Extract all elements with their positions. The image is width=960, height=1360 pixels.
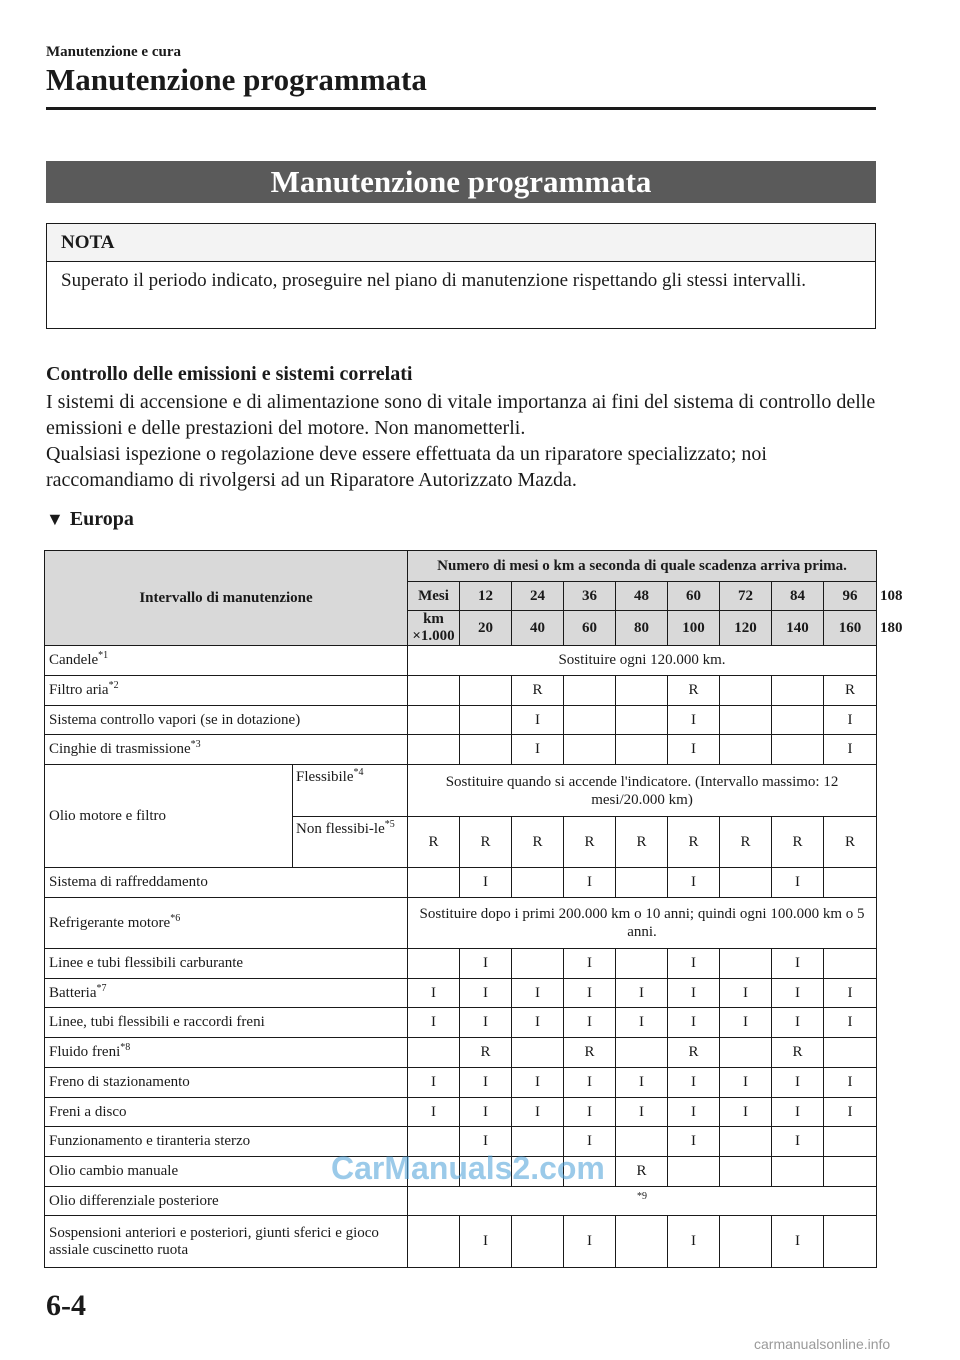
month-value: 72 xyxy=(720,582,772,611)
row-label: Refrigerante motore$^{*6}$ xyxy=(45,898,408,949)
row-label: Olio motore e filtro xyxy=(45,765,293,868)
interval-cell: I xyxy=(668,979,720,1008)
interval-cell xyxy=(720,676,772,706)
footnote-ref: *2 xyxy=(108,680,119,691)
interval-cell: I xyxy=(616,1008,668,1038)
interval-cell xyxy=(720,706,772,735)
interval-caption: Numero di mesi o km a seconda di quale scadenza arriva prima. xyxy=(408,551,877,582)
row-label: Freno di stazionamento xyxy=(45,1068,408,1098)
footnote-ref: *1 xyxy=(98,650,109,661)
triangle-down-icon: ▼ xyxy=(46,509,64,529)
interval-cell: I xyxy=(616,1098,668,1127)
row-label: Olio differenziale posteriore xyxy=(45,1187,408,1216)
table-row xyxy=(45,735,877,765)
interval-cell: I xyxy=(512,735,564,765)
km-value: 140 xyxy=(772,611,824,646)
chapter-banner: Manutenzione programmata xyxy=(46,161,876,203)
interval-cell xyxy=(720,868,772,898)
emissions-body xyxy=(46,389,886,493)
interval-cell: R xyxy=(668,817,720,868)
interval-cell xyxy=(616,706,668,735)
interval-cell: I xyxy=(668,735,720,765)
row-label: Candele$^{*1}$ xyxy=(45,646,408,676)
footnote-ref: *3 xyxy=(190,739,201,750)
row-label: Funzionamento e tiranteria sterzo xyxy=(45,1127,408,1157)
interval-header: Intervallo di manutenzione xyxy=(45,551,408,646)
footnote-ref: *6 xyxy=(170,912,181,924)
footnote-ref: *8 xyxy=(120,1042,131,1053)
interval-cell: I xyxy=(772,868,824,898)
interval-cell xyxy=(408,1216,460,1268)
footnote-ref: *9 xyxy=(637,1190,648,1202)
interval-cell: I xyxy=(564,1008,616,1038)
interval-cell: R xyxy=(616,1157,668,1187)
interval-cell xyxy=(720,949,772,979)
interval-cell xyxy=(772,735,824,765)
interval-cell: I xyxy=(772,979,824,1008)
km-value: 120 xyxy=(720,611,772,646)
interval-cell xyxy=(616,1127,668,1157)
row-instruction: Sostituire quando si accende l'indicatore. (Intervallo massimo: 12 mesi/20.000 km) xyxy=(408,765,877,817)
interval-cell xyxy=(824,949,877,979)
interval-cell: I xyxy=(460,1008,512,1038)
interval-cell: I xyxy=(616,979,668,1008)
km-row: km ×1.000 20 40 60 80 100 120 140 160 180 xyxy=(45,611,877,646)
row-label: Sistema controllo vapori (se in dotazione) xyxy=(45,706,408,735)
interval-cell xyxy=(824,1127,877,1157)
region-label: Europa xyxy=(69,508,134,530)
interval-cell: I xyxy=(564,1216,616,1268)
km-value: 40 xyxy=(512,611,564,646)
interval-cell xyxy=(824,1038,877,1068)
interval-cell xyxy=(824,1157,877,1187)
interval-cell: I xyxy=(460,1127,512,1157)
interval-cell: I xyxy=(460,979,512,1008)
interval-cell xyxy=(616,1038,668,1068)
km-value: 20 xyxy=(460,611,512,646)
interval-cell: I xyxy=(512,706,564,735)
emissions-title: Controllo delle emissioni e sistemi correlati xyxy=(46,363,413,385)
interval-cell xyxy=(824,868,877,898)
interval-cell: R xyxy=(408,817,460,868)
interval-cell xyxy=(408,949,460,979)
footnote-ref: *5 xyxy=(384,819,395,830)
interval-cell: I xyxy=(408,979,460,1008)
interval-cell: I xyxy=(460,949,512,979)
sub-label-flessibile: Flessibile$^{*4}$ xyxy=(293,765,408,817)
interval-cell: R xyxy=(460,817,512,868)
section-title: Manutenzione programmata xyxy=(46,62,427,97)
interval-cell: I xyxy=(824,706,877,735)
interval-cell: I xyxy=(668,1098,720,1127)
table-row xyxy=(45,949,877,979)
month-value: 24 xyxy=(512,582,564,611)
interval-cell: R xyxy=(512,817,564,868)
row-label: Filtro aria$^{*2}$ xyxy=(45,676,408,706)
table-row xyxy=(45,765,877,817)
interval-cell xyxy=(564,735,616,765)
interval-cell xyxy=(720,1127,772,1157)
interval-cell xyxy=(668,1157,720,1187)
month-value: 96 xyxy=(824,582,877,611)
interval-cell: I xyxy=(512,979,564,1008)
km-value: 100 xyxy=(668,611,720,646)
interval-cell xyxy=(564,676,616,706)
nota-text: Superato il periodo indicato, proseguire nel piano di manutenzione rispettando gli stessi intervalli. xyxy=(61,270,807,291)
interval-cell xyxy=(720,1216,772,1268)
interval-cell: I xyxy=(564,979,616,1008)
row-label: Linee e tubi flessibili carburante xyxy=(45,949,408,979)
table-row xyxy=(45,1008,877,1038)
region-heading xyxy=(46,508,134,531)
month-value: 48 xyxy=(616,582,668,611)
row-label: Batteria$^{*7}$ xyxy=(45,979,408,1008)
interval-cell: I xyxy=(408,1008,460,1038)
interval-cell: I xyxy=(408,1068,460,1098)
interval-cell: R xyxy=(772,817,824,868)
interval-cell: I xyxy=(408,1098,460,1127)
interval-cell xyxy=(772,1157,824,1187)
emissions-paragraph-1: I sistemi di accensione e di alimentazione sono di vitale importanza ai fini del sistema di controllo delle emissioni e delle prestazioni del motore. Non manometterli. xyxy=(46,391,876,439)
interval-cell xyxy=(616,949,668,979)
row-label: Sistema di raffreddamento xyxy=(45,868,408,898)
interval-cell: I xyxy=(512,1098,564,1127)
table-row xyxy=(45,1038,877,1068)
table-row xyxy=(45,898,877,949)
interval-cell xyxy=(616,676,668,706)
interval-cell xyxy=(512,1038,564,1068)
interval-cell: I xyxy=(616,1068,668,1098)
nota-box xyxy=(46,223,876,329)
interval-cell: I xyxy=(460,1216,512,1268)
interval-cell: I xyxy=(772,1127,824,1157)
section-subtitle: Manutenzione e cura xyxy=(46,44,181,60)
interval-cell: I xyxy=(824,1008,877,1038)
interval-cell: I xyxy=(772,1216,824,1268)
row-label: Fluido freni$^{*8}$ xyxy=(45,1038,408,1068)
interval-cell xyxy=(720,1157,772,1187)
interval-cell xyxy=(408,706,460,735)
interval-cell: I xyxy=(564,1098,616,1127)
interval-cell: I xyxy=(668,949,720,979)
row-instruction: Sostituire dopo i primi 200.000 km o 10 anni; quindi ogni 100.000 km o 5 anni. xyxy=(408,898,877,949)
table-row xyxy=(45,1068,877,1098)
interval-cell: I xyxy=(772,1068,824,1098)
table-row xyxy=(45,706,877,735)
interval-cell: I xyxy=(720,1008,772,1038)
interval-cell: I xyxy=(720,979,772,1008)
interval-cell: I xyxy=(512,1008,564,1038)
interval-cell: I xyxy=(772,1008,824,1038)
interval-cell: I xyxy=(512,1068,564,1098)
interval-cell xyxy=(408,1038,460,1068)
interval-cell: R xyxy=(824,676,877,706)
row-label: Linee, tubi flessibili e raccordi freni xyxy=(45,1008,408,1038)
month-value: 84 xyxy=(772,582,824,611)
interval-cell: I xyxy=(564,949,616,979)
table-row xyxy=(45,979,877,1008)
footnote-ref: *7 xyxy=(96,982,107,994)
row-label: Olio cambio manuale xyxy=(45,1157,408,1187)
interval-cell xyxy=(720,1038,772,1068)
interval-cell: I xyxy=(720,1068,772,1098)
interval-cell: I xyxy=(772,1098,824,1127)
interval-cell: R xyxy=(616,817,668,868)
interval-cell: R xyxy=(720,817,772,868)
footer-watermark: carmanualsonline.info xyxy=(754,1336,891,1352)
nota-title: NOTA xyxy=(47,224,875,262)
footnote-ref: *4 xyxy=(353,767,364,778)
interval-cell: I xyxy=(460,1068,512,1098)
interval-cell: I xyxy=(824,735,877,765)
interval-cell: R xyxy=(824,817,877,868)
interval-cell: R xyxy=(460,1038,512,1068)
row-instruction xyxy=(408,1187,877,1216)
row-label: Sospensioni anteriori e posteriori, giunti sferici e gioco assiale cuscinetto ruota xyxy=(45,1216,408,1268)
interval-cell xyxy=(824,1216,877,1268)
month-value: 12 xyxy=(460,582,512,611)
interval-cell xyxy=(512,949,564,979)
interval-cell: I xyxy=(668,706,720,735)
interval-cell xyxy=(564,706,616,735)
interval-cell: R xyxy=(668,676,720,706)
table-row xyxy=(45,1098,877,1127)
interval-cell xyxy=(616,735,668,765)
table-row xyxy=(45,1216,877,1268)
interval-cell xyxy=(460,706,512,735)
interval-cell: I xyxy=(668,1068,720,1098)
interval-cell: I xyxy=(668,1216,720,1268)
interval-cell: I xyxy=(824,979,877,1008)
sub-label-non-flessibile: Non flessibi-$le^{*5}$ xyxy=(293,817,408,868)
row-instruction: Sostituire ogni 120.000 km. xyxy=(408,646,877,676)
interval-cell xyxy=(408,735,460,765)
interval-cell: I xyxy=(460,1098,512,1127)
page-number: 6-4 xyxy=(46,1289,86,1322)
km-value: 60 xyxy=(564,611,616,646)
interval-cell xyxy=(460,676,512,706)
interval-cell xyxy=(772,706,824,735)
months-label: Mesi xyxy=(408,582,460,611)
months-row: Mesi 12 24 36 48 60 72 84 96 108 xyxy=(45,582,877,611)
interval-cell xyxy=(616,1216,668,1268)
table-row xyxy=(45,646,877,676)
km-label: km ×1.000 xyxy=(408,611,460,646)
interval-cell: I xyxy=(564,868,616,898)
interval-cell: R xyxy=(564,1038,616,1068)
km-value: 80 xyxy=(616,611,668,646)
interval-cell: I xyxy=(564,1068,616,1098)
interval-cell xyxy=(460,735,512,765)
interval-cell xyxy=(512,868,564,898)
interval-cell: I xyxy=(824,1098,877,1127)
header-rule xyxy=(46,107,876,110)
table-header-row xyxy=(45,551,877,582)
interval-cell: R xyxy=(668,1038,720,1068)
interval-cell: R xyxy=(772,1038,824,1068)
table-row xyxy=(45,868,877,898)
interval-cell xyxy=(408,676,460,706)
interval-cell xyxy=(720,735,772,765)
row-label: Cinghie di trasmissione$^{*3}$ xyxy=(45,735,408,765)
table-row xyxy=(45,1187,877,1216)
interval-cell xyxy=(512,1216,564,1268)
watermark-logo: CarManuals2.com xyxy=(331,1150,605,1186)
emissions-paragraph-2: Qualsiasi ispezione o regolazione deve essere effettuata da un riparatore specializzato; noi raccomandiamo di rivolgersi ad un Riparatore Autorizzato Mazda. xyxy=(46,443,767,491)
interval-cell: I xyxy=(460,868,512,898)
km-value: 160 xyxy=(824,611,877,646)
row-label: Freni a disco xyxy=(45,1098,408,1127)
interval-cell: I xyxy=(668,1008,720,1038)
interval-cell: I xyxy=(772,949,824,979)
interval-cell: I xyxy=(720,1098,772,1127)
month-value: 60 xyxy=(668,582,720,611)
interval-cell xyxy=(408,868,460,898)
interval-cell: R xyxy=(512,676,564,706)
interval-cell: I xyxy=(668,1127,720,1157)
interval-cell xyxy=(616,868,668,898)
table-row xyxy=(45,676,877,706)
interval-cell: I xyxy=(564,1127,616,1157)
interval-cell: R xyxy=(564,817,616,868)
interval-cell xyxy=(772,676,824,706)
interval-cell: I xyxy=(668,868,720,898)
month-value: 36 xyxy=(564,582,616,611)
interval-cell: I xyxy=(824,1068,877,1098)
